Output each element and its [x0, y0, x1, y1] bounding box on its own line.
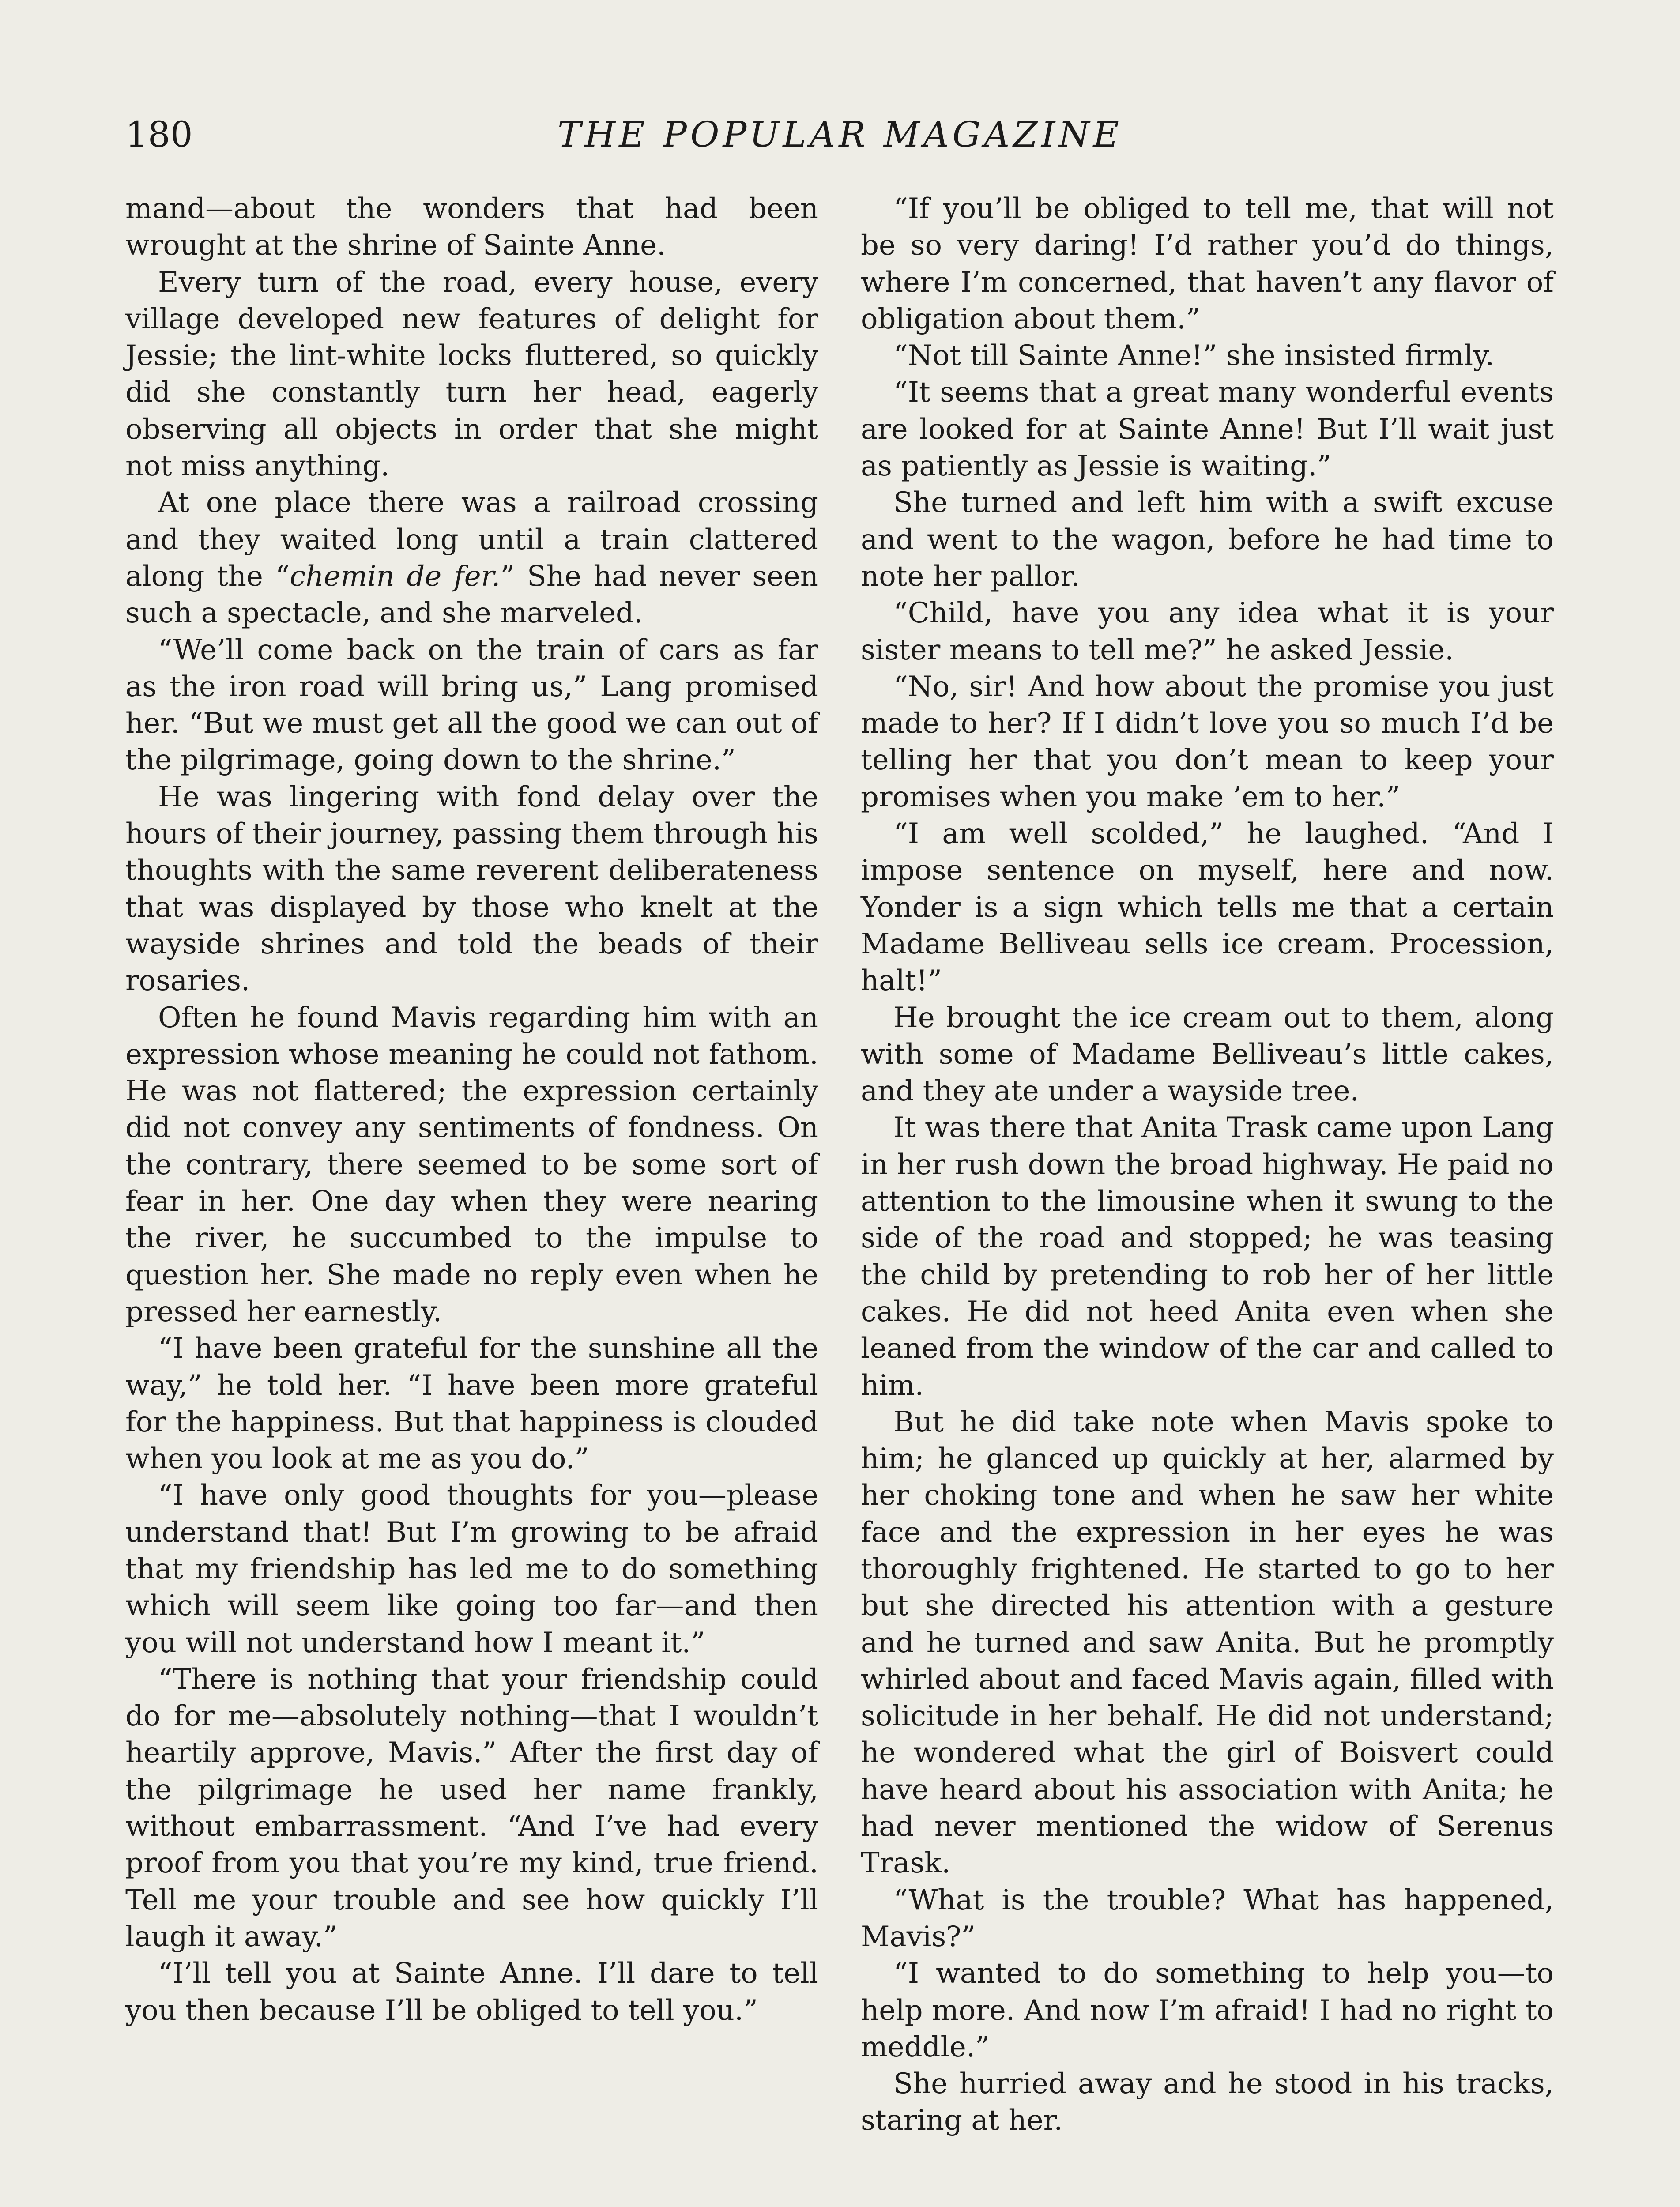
paragraph: “It seems that a great many wonderful events are looked for at Sainte Anne! But I’ll wait just as patiently as Jessie is waiting.” [861, 376, 1554, 483]
page-header [0, 0, 1680, 177]
paragraph: “I’ll tell you at Sainte Anne. I’ll dare to tell you then because I’ll be obliged to tell you.” [125, 1957, 818, 2027]
paragraph: “Not till Sainte Anne!” she insisted firmly. [893, 339, 1495, 373]
paragraph: “I wanted to do something to help you—to help more. And now I’m afraid! I had no right to meddle.” [861, 1957, 1554, 2064]
page-number: 180 [125, 114, 193, 155]
paragraph: At one place there was a railroad crossing and they waited long until a train clattered along the “chemin de fer.” She had never seen such a spectacle, and she marveled. [125, 486, 819, 630]
running-title: THE POPULAR MAGAZINE [557, 114, 1123, 155]
italic-phrase: chemin de fer. [290, 560, 501, 593]
paragraph: “No, sir! And how about the promise you just made to her? If I didn’t love you so much I’d be telling her that you don’t mean to keep your promises when you make ’em to her.” [861, 670, 1554, 814]
paragraph: “What is the trouble? What has happened, Mavis?” [861, 1883, 1554, 1953]
paragraph: He brought the ice cream out to them, along with some of Madame Belliveau’s little cakes, and they ate under a wayside tree. [861, 1001, 1554, 1108]
paragraph: “Child, have you any idea what it is your sister means to tell me?” he asked Jessie. [861, 597, 1554, 667]
paragraph: “I have been grateful for the sunshine all the way,” he told her. “I have been more grateful for the happiness. But that happiness is clouded when you look at me as you do.” [125, 1332, 818, 1476]
paragraph: Often he found Mavis regarding him with an expression whose meaning he could not fathom. He was not flattered; the expression certainly did not convey any sentiments of fondness. On the contrary, there seemed to be some sort of fear in her. One day when they were nearing the river, he succumbed to the impulse to question her. She made no reply even when he pressed her earnestly. [125, 1001, 818, 1328]
paragraph: “I have only good thoughts for you—please understand that! But I’m growing to be afraid that my friendship has led me to do something which will seem like going too far—and then you will not understand how I meant it.” [125, 1479, 818, 1659]
paragraph: It was there that Anita Trask came upon Lang in her rush down the broad highway. He paid no attention to the limousine when it swung to the side of the road and stopped; he was teasing the child by pretending to rob her of her little cakes. He did not heed Anita even when she leaned from the window of the car and called to him. [861, 1111, 1554, 1402]
paragraph: “There is nothing that your friendship could do for me—absolutely nothing—that I wouldn’t heartily approve, Mavis.” After the first day of the pilgrimage he used her name frankly, without embarrassment. “And I’ve had every proof from you that you’re my kind, true friend. Tell me your trouble and see how quickly I’ll laugh it away.” [125, 1663, 818, 1953]
paragraph: He was lingering with fond delay over the hours of their journey, passing them through his thoughts with the same reverent deliberateness that was displayed by those who knelt at the wayside shrines and told the beads of their rosaries. [125, 780, 818, 998]
paragraph: mand—about the wonders that had been wrought at the shrine of Sainte Anne. [125, 192, 818, 262]
paragraph: But he did take note when Mavis spoke to him; he glanced up quickly at her, alarmed by her choking tone and when he saw her white face and the expression in her eyes he was thoroughly frightened. He started to go to her but she directed his attention with a gesture and he turned and saw Anita. But he promptly whirled about and faced Mavis again, filled with solicitude in her behalf. He did not understand; he wondered what the girl of Boisvert could have heard about his association with Anita; he had never mentioned the widow of Serenus Trask. [861, 1405, 1554, 1880]
paragraph: “I am well scolded,” he laughed. “And I impose sentence on myself, here and now. Yonder is a sign which tells me that a certain Madame Belliveau sells ice cream. Procession, halt!” [861, 817, 1554, 998]
paragraph: Every turn of the road, every house, every village developed new features of delight for Jessie; the lint-white locks fluttered, so quickly did she constantly turn her head, eagerly observing all objects in order that she might not miss anything. [125, 266, 818, 483]
right-column [861, 191, 1554, 2139]
paragraph: “If you’ll be obliged to tell me, that will not be so very daring! I’d rather you’d do things, where I’m concerned, that haven’t any flavor of obligation about them.” [861, 192, 1554, 335]
paragraph: “We’ll come back on the train of cars as far as the iron road will bring us,” Lang promised her. “But we must get all the good we can out of the pilgrimage, going down to the shrine.” [125, 633, 818, 777]
paragraph: She hurried away and he stood in his tracks, staring at her. [861, 2068, 1554, 2137]
left-column [125, 191, 818, 2029]
paragraph: She turned and left him with a swift excuse and went to the wagon, before he had time to note her pallor. [861, 486, 1554, 593]
